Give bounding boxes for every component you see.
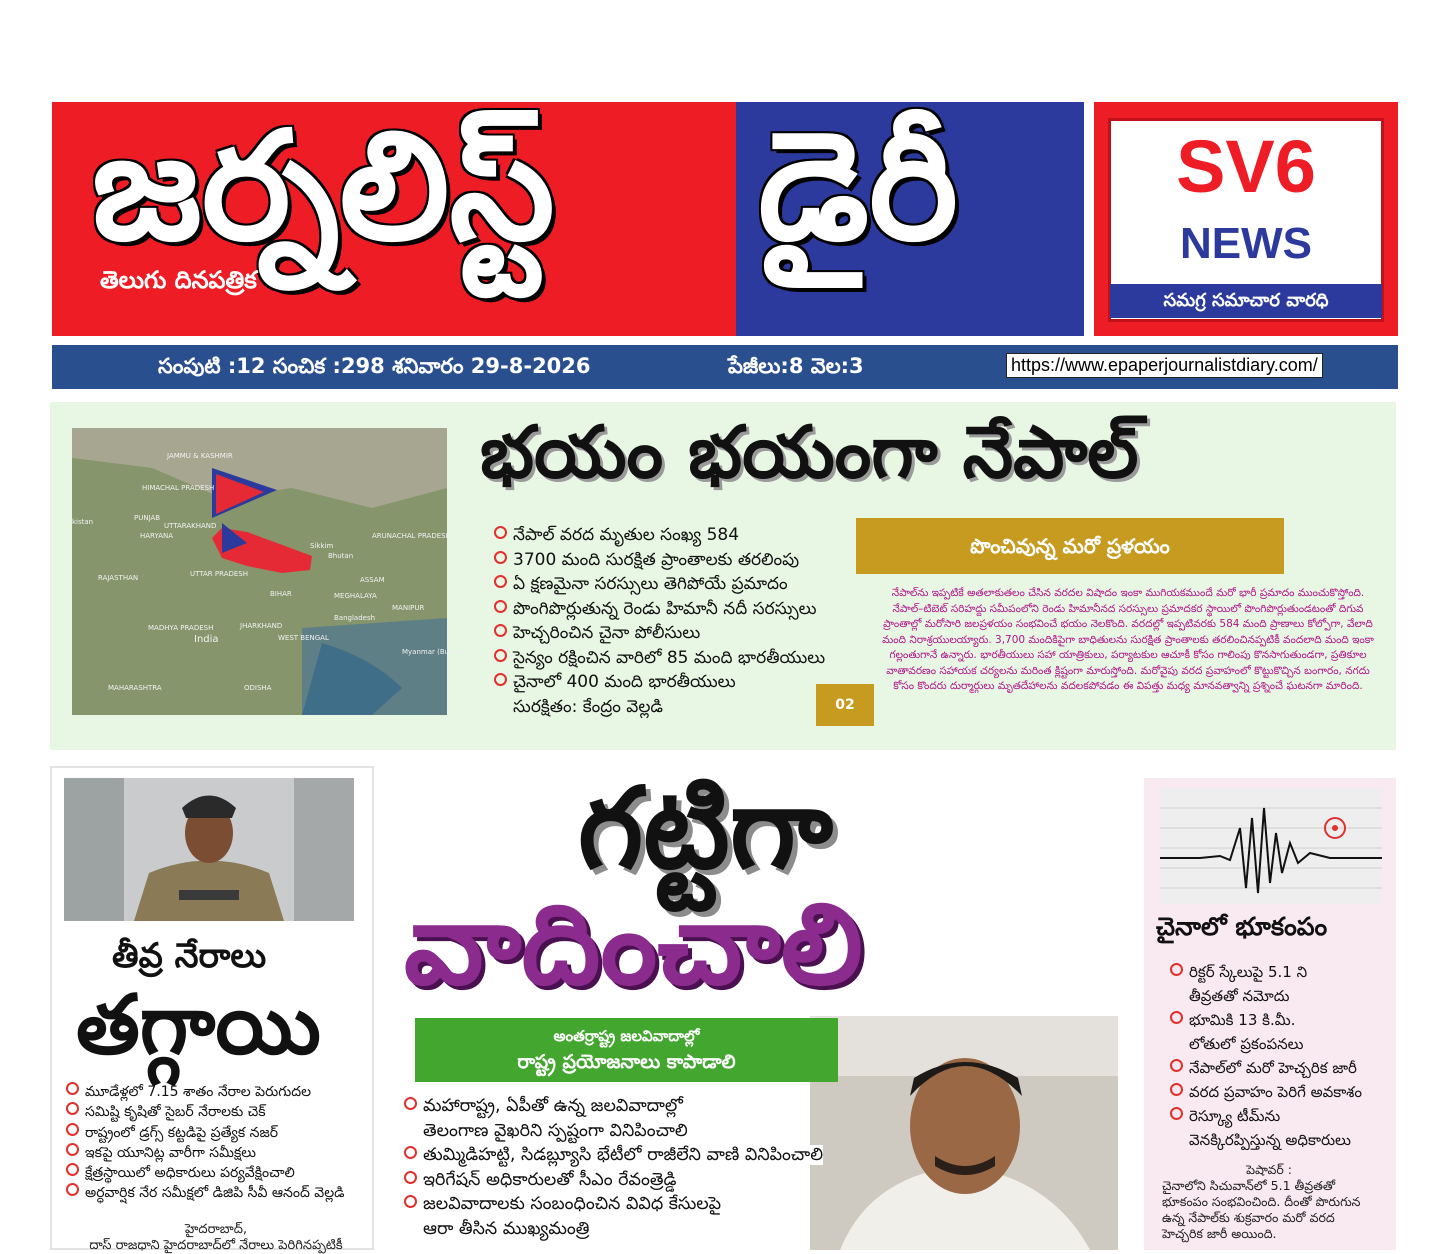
bullet-ring-icon (494, 526, 507, 539)
bullet-text: ఏ క్షణమైనా సరస్సులు తెగిపోయే ప్రమాదం (513, 574, 788, 594)
quake-body-text: చైనాలోని సిచువాన్‌లో 5.1 తీవ్రతతో భూకంపం సంభవించింది. దీంతో పొరుగున ఉన్న నేపాల్‌కు శుక్రవారం మరో వరద హెచ్చరిక జారీ అయింది. (1162, 1178, 1361, 1241)
water-green-banner (415, 1018, 838, 1082)
map-label: HIMACHAL PRADESH (142, 484, 215, 492)
water-headline-line2: వాదించాలి (404, 880, 863, 1010)
list-item (1170, 1128, 1362, 1152)
map-label: ARUNACHAL PRADESH (372, 532, 451, 540)
chief-minister-photo (810, 1016, 1118, 1250)
seismograph-photo (1160, 788, 1382, 904)
crime-dateline (66, 1222, 366, 1254)
map-label: India (194, 634, 219, 645)
bullet-text: తెలంగాణ వైఖరిని స్పష్టంగా వినిపించాలి (423, 1120, 688, 1141)
water-bullet-list (404, 1094, 823, 1241)
bullet-ring-icon (66, 1102, 79, 1115)
list-item (1170, 984, 1362, 1008)
bullet-text: సమిష్టి కృషితో సైబర్ నేరాలకు చెక్ (85, 1104, 266, 1121)
bullet-ring-icon (66, 1183, 79, 1196)
dateline-text: పెషావర్ : (1246, 1162, 1292, 1177)
list-item (66, 1183, 345, 1203)
bullet-text: లోతులో ప్రకంపనలు (1189, 1035, 1304, 1053)
list-item (404, 1119, 823, 1144)
bullet-ring-icon (1170, 963, 1183, 976)
bullet-text: తుమ్మిడిహట్టి, సిడబ్ల్యూసి భేటీలో రాజీలేని వాణి వినిపించాలి (423, 1145, 824, 1165)
list-item (494, 523, 825, 548)
photo-graphic (810, 1016, 1118, 1250)
list-item (404, 1192, 823, 1217)
map-label: JAMMU & KASHMIR (167, 452, 233, 460)
masthead-subtitle: తెలుగు దినపత్రిక (100, 266, 257, 294)
map-label: MANIPUR (392, 604, 425, 612)
list-item (404, 1217, 823, 1242)
list-item (1170, 1032, 1362, 1056)
map-label: UTTAR PRADESH (190, 570, 248, 578)
sv6-logo-tagline: సమగ్ర సమాచార వారధి (1110, 284, 1382, 318)
list-item (404, 1094, 823, 1119)
bullet-ring-icon (494, 673, 507, 686)
bullet-ring-icon (66, 1082, 79, 1095)
map-label: ODISHA (244, 684, 272, 692)
list-item (494, 646, 825, 671)
bullet-ring-icon (404, 1195, 417, 1208)
list-item (1170, 1080, 1362, 1104)
crime-headline-line2: తగ్గాయి (76, 978, 321, 1073)
nepal-subheading: పొంచివున్న మరో ప్రళయం (856, 518, 1284, 574)
list-item (494, 670, 825, 695)
bullet-text: జలవివాదాలకు సంబంధించిన వివిధ కేసులపై (423, 1194, 722, 1214)
map-label: UTTARAKHAND (164, 522, 217, 530)
bullet-text: పొంగిపొర్లుతున్న రెండు హిమానీ నదీ సరస్సులు (513, 598, 817, 619)
list-item (494, 597, 825, 622)
map-label: MAHARASHTRA (108, 684, 162, 692)
sv6-logo-text: SV6 (1176, 125, 1316, 208)
bullet-ring-icon (1170, 1107, 1183, 1120)
bullet-ring-icon (1170, 1059, 1183, 1072)
pages-price: పేజీలు:8 వెల:3 (728, 354, 864, 378)
bullet-ring-icon (404, 1171, 417, 1184)
quake-body (1162, 1162, 1376, 1242)
bullet-ring-icon (404, 1146, 417, 1159)
bullet-text: నేపాల్ వరద మృతుల సంఖ్య 584 (513, 525, 740, 545)
volume-issue-date: సంపుటి :12 సంచిక :298 శనివారం 29-8-2026 (158, 354, 591, 378)
bullet-text: అర్ధవార్షిక నేర సమీక్షలో డిజిపి సీవీ ఆనంద్ వెల్లడి (85, 1185, 345, 1202)
map-label: MEGHALAYA (334, 592, 377, 600)
seismograph-icon (1160, 788, 1382, 904)
page-reference-badge[interactable]: 02 (816, 684, 874, 726)
map-graphic (72, 428, 466, 715)
bullet-text: నేపాల్‌లో మరో హెచ్చరిక జారీ (1189, 1059, 1357, 1077)
bullet-text: వెనక్కిరప్పిస్తున్న అధికారులు (1189, 1131, 1351, 1149)
map-label: Bhutan (328, 552, 354, 560)
map-label: MADHYA PRADESH (148, 624, 214, 632)
list-item (66, 1143, 345, 1163)
bullet-text: ఇరిగేషన్ అధికారులతో సీఎం రేవంత్రెడ్డి (423, 1169, 677, 1190)
photo-graphic (64, 778, 354, 921)
bullet-text: సైన్యం రక్షించిన వారిలో 85 మంది భారతీయులు (513, 647, 826, 668)
bullet-text: సురక్షితం: కేంద్రం వెల్లడి (513, 696, 663, 717)
water-headline-line1: గట్టిగా (578, 764, 833, 894)
bullet-text: ఆరా తీసిన ముఖ్యమంత్రి (423, 1218, 590, 1239)
nepal-body-text: నేపాల్‌ను ఇప్పటికే అతలాకుతలం చేసిన వరదల విషాదం ఇంకా ముగియకముందే మరో భారీ ప్రమాదం ముంచుకొస్తోంది. నేపాల్–టిబెట్ సరిహద్దు సమీపంలోని రెండు హిమానీనద సరస్సులు ప్రమాదకర స్థాయిలో పొంగిపొర్లుతుండటంతో దిగువ ప్రాంతాల్లో మరోసారి జలప్రళయం సంభవించే భయం నెలకొంది. వరదల్లో ఇప్పటివరకు 584 మంది ప్రాణాలు కోల్పోగా, వేలాది మంది నిరాశ్రయులయ్యారు. 3,700 మందికిపైగా బాధితులను సురక్షిత ప్రాంతాలకు తరలించినప్పటికీ వందలాది మంది ఇంకా గల్లంతుగానే ఉన్నారు. భారతీయులు సహా యాత్రికులు, పర్యాటకుల ఆచూకీ కోసం గాలింపు కొనసాగుతుండగా, ప్రతికూల వాతావరణం సహాయక చర్యలను మరింత క్లిష్టంగా మారుస్తోంది. మరోవైపు వరద ప్రవాహంలో కొట్టుకొచ్చిన బంగారం, నగదు కోసం కొందరు దుర్మార్గులు మృతదేహాలను వదలకపోవడం ఈ విపత్తు మధ్య మానవత్వాన్ని ప్రశ్నించే ఘటనగా మారింది. (882, 587, 1374, 692)
bullet-text: 3700 మంది సురక్షిత ప్రాంతాలకు తరలింపు (513, 549, 800, 570)
map-label: HARYANA (140, 532, 174, 540)
bullet-ring-icon (494, 551, 507, 564)
list-item (66, 1102, 345, 1122)
bullet-text: మూడేళ్లలో 7.15 శాతం నేరాల పెరుగుదల (85, 1084, 312, 1100)
nepal-map-image (72, 428, 466, 715)
bullet-text: మహారాష్ట్ర, ఏపీతో ఉన్న జలవివాదాల్లో (423, 1096, 683, 1116)
list-item (1170, 1008, 1362, 1032)
bullet-ring-icon (494, 600, 507, 613)
bullet-ring-icon (404, 1097, 417, 1110)
masthead-title-part1: జర్నలిస్ట్ (92, 100, 555, 274)
list-item (494, 695, 825, 720)
bullet-ring-icon (66, 1123, 79, 1136)
list-item (1170, 960, 1362, 984)
crime-headline-line1: తీవ్ర నేరాలు (112, 936, 267, 976)
list-item (494, 572, 825, 597)
map-label: WEST BENGAL (278, 634, 329, 642)
bullet-text: రెస్క్యూ టీమ్‌ను (1189, 1107, 1281, 1125)
dateline-text: హైదరాబాద్, (184, 1222, 248, 1237)
list-item (66, 1163, 345, 1183)
bullet-text: హెచ్చరించిన చైనా పోలీసులు (513, 623, 701, 643)
nepal-bullet-list (494, 523, 825, 719)
police-officer-photo (64, 778, 354, 921)
green-banner-line2: రాష్ట్ర ప్రయోజనాలు కాపాడాలి (517, 1051, 736, 1073)
list-item (494, 621, 825, 646)
list-item (66, 1082, 345, 1102)
list-item (66, 1123, 345, 1143)
bullet-text: రిక్టర్ స్కేలుపై 5.1 ని (1189, 963, 1308, 981)
bullet-ring-icon (1170, 1083, 1183, 1096)
map-label: Bangladesh (334, 614, 376, 622)
list-item (494, 548, 825, 573)
bullet-ring-icon (1170, 1011, 1183, 1024)
nepal-headline: భయం భయంగా నేపాల్ (480, 410, 1139, 494)
bullet-text: ఇకపై యూనిట్ల వారీగా సమీక్షలు (85, 1144, 257, 1161)
list-item (1170, 1104, 1362, 1128)
map-label: RAJASTHAN (98, 574, 139, 582)
map-label: kistan (72, 518, 94, 526)
map-label: ASSAM (360, 576, 385, 584)
map-label: JHARKHAND (240, 622, 283, 630)
bullet-ring-icon (494, 575, 507, 588)
list-item (404, 1143, 823, 1168)
epaper-url-link[interactable]: https://www.epaperjournalistdiary.com/ (1006, 353, 1323, 378)
green-banner-line1: అంతర్రాష్ట్ర జలవివాదాల్లో (553, 1027, 700, 1045)
list-item (1170, 1056, 1362, 1080)
crime-body-start: దాస్ రాజధాని హైదరాబాద్‌లో నేరాలు పెరిగినప్పటికీ (89, 1238, 343, 1253)
masthead-title-part2: డైరీ (758, 100, 958, 274)
bullet-ring-icon (494, 649, 507, 662)
map-label: PUNJAB (134, 514, 161, 522)
bullet-text: తీవ్రతతో నమోదు (1189, 987, 1290, 1005)
bullet-text: రాష్ట్రంలో డ్రగ్స్ కట్టడిపై ప్రత్యేక నజర్ (85, 1124, 278, 1141)
quake-headline: చైనాలో భూకంపం (1156, 912, 1328, 941)
map-label: Sikkim (310, 542, 334, 550)
bullet-text: భూమికి 13 కి.మీ. (1189, 1011, 1296, 1029)
map-label: BIHAR (270, 590, 292, 598)
bullet-text: చైనాలో 400 మంది భారతీయులు (513, 672, 736, 692)
bullet-text: వరద ప్రవాహం పెరిగే అవకాశం (1189, 1083, 1362, 1101)
map-label: Myanmar (Burma) (402, 648, 466, 656)
sv6-logo-news: NEWS (1180, 219, 1312, 268)
crime-bullet-list (66, 1082, 345, 1204)
bullet-ring-icon (66, 1163, 79, 1176)
bullet-text: క్షేత్రస్థాయిలో అధికారులు పర్యవేక్షించాలి (85, 1165, 295, 1182)
bullet-ring-icon (66, 1143, 79, 1156)
list-item (404, 1168, 823, 1193)
bullet-ring-icon (494, 624, 507, 637)
quake-bullet-list (1170, 960, 1362, 1152)
